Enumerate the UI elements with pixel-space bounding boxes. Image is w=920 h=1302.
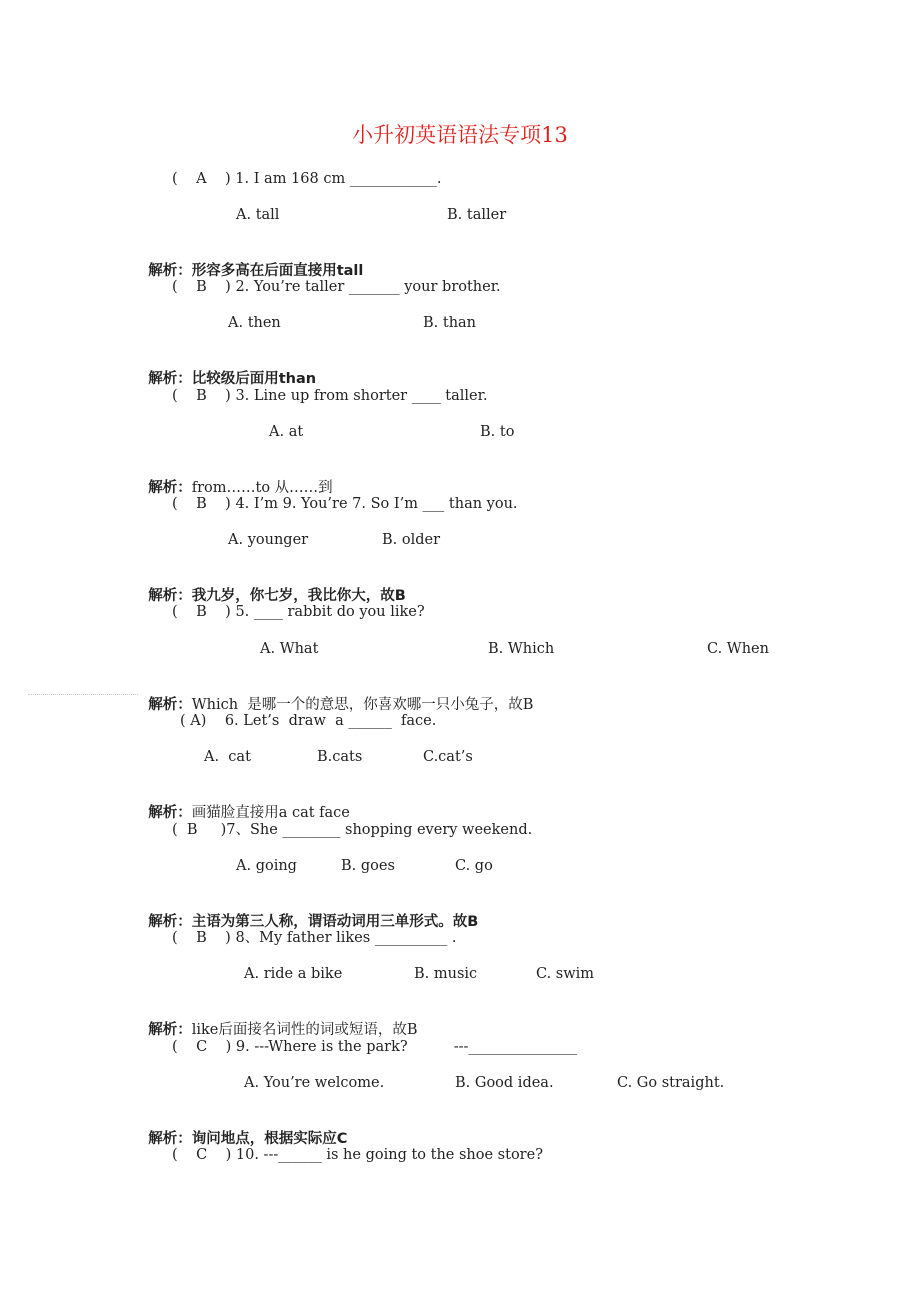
question-7-option-c: C. go xyxy=(455,858,493,874)
analysis-label: 解析： xyxy=(148,588,192,604)
question-1-analysis xyxy=(139,241,363,281)
question-6-stem: ( A) 6. Let’s draw a ______ face. xyxy=(180,713,437,729)
question-2-stem: ( B ) 2. You’re taller _______ your brother. xyxy=(172,279,501,295)
question-9-option-b: B. Good idea. xyxy=(455,1075,554,1091)
question-7-option-a: A. going xyxy=(236,858,297,874)
question-8-analysis xyxy=(139,1000,418,1040)
question-1-option-b: B. taller xyxy=(447,207,507,223)
analysis-label: 解析： xyxy=(148,1131,192,1147)
question-2-option-a: A. then xyxy=(228,315,281,331)
question-4-analysis xyxy=(139,566,406,606)
question-8-stem: ( B ) 8、My father likes __________ . xyxy=(172,930,457,946)
analysis-label: 解析： xyxy=(148,480,192,496)
analysis-text: from……to 从……到 xyxy=(191,480,333,496)
question-3-analysis xyxy=(139,458,333,498)
analysis-label: 解析： xyxy=(148,805,192,821)
question-8-option-b: B. music xyxy=(414,966,478,982)
question-5-option-a: A. What xyxy=(260,641,319,657)
analysis-text: like后面接名词性的词或短语，故B xyxy=(191,1022,418,1038)
question-3-option-a: A. at xyxy=(269,424,304,440)
analysis-text: 询问地点，根据实际应C xyxy=(191,1131,348,1147)
question-8-option-a: A. ride a bike xyxy=(244,966,343,982)
question-9-option-a: A. You’re welcome. xyxy=(244,1075,385,1091)
question-5-option-c: C. When xyxy=(707,641,769,657)
analysis-label: 解析： xyxy=(148,697,192,713)
question-5-stem: ( B ) 5. ____ rabbit do you like? xyxy=(172,604,425,620)
dotted-separator xyxy=(28,694,138,695)
analysis-text: 主语为第三人称，谓语动词用三单形式。故B xyxy=(191,914,479,930)
question-6-option-b: B.cats xyxy=(317,749,363,765)
question-1-option-a: A. tall xyxy=(236,207,280,223)
question-6-option-a: A. cat xyxy=(204,749,251,765)
question-7-analysis xyxy=(139,892,478,932)
analysis-text: 画猫脸直接用a cat face xyxy=(191,805,350,821)
analysis-text: 我九岁，你七岁，我比你大，故B xyxy=(191,588,406,604)
question-4-stem: ( B ) 4. I’m 9. You’re 7. So I’m ___ than you. xyxy=(172,496,518,512)
analysis-label: 解析： xyxy=(148,263,192,279)
question-9-stem: ( C ) 9. ---Where is the park? ---_______________ xyxy=(172,1039,578,1055)
question-9-analysis xyxy=(139,1109,347,1149)
question-4-option-b: B. older xyxy=(382,532,441,548)
analysis-label: 解析： xyxy=(148,1022,192,1038)
question-10-stem: ( C ) 10. ---______ is he going to the shoe store? xyxy=(172,1147,543,1163)
question-3-stem: ( B ) 3. Line up from shorter ____ taller. xyxy=(172,388,488,404)
question-2-option-b: B. than xyxy=(423,315,477,331)
question-7-option-b: B. goes xyxy=(341,858,395,874)
question-5-analysis xyxy=(139,675,533,715)
question-7-stem: ( B )7、She ________ shopping every weekend. xyxy=(172,822,533,838)
analysis-label: 解析： xyxy=(148,371,192,387)
question-4-option-a: A. younger xyxy=(228,532,309,548)
question-2-analysis xyxy=(139,349,316,389)
question-9-option-c: C. Go straight. xyxy=(617,1075,725,1091)
question-8-option-c: C. swim xyxy=(536,966,595,982)
analysis-text: Which 是哪一个的意思，你喜欢哪一只小兔子，故B xyxy=(191,697,534,713)
analysis-text: 比较级后面用than xyxy=(191,371,317,387)
question-6-analysis xyxy=(139,783,350,823)
analysis-text: 形容多高在后面直接用tall xyxy=(191,263,364,279)
question-6-option-c: C.cat’s xyxy=(423,749,473,765)
question-5-option-b: B. Which xyxy=(488,641,555,657)
question-1-stem: ( A ) 1. I am 168 cm ____________. xyxy=(172,171,442,187)
page-title: 小升初英语语法专项13 xyxy=(352,123,568,147)
analysis-label: 解析： xyxy=(148,914,192,930)
question-3-option-b: B. to xyxy=(480,424,515,440)
